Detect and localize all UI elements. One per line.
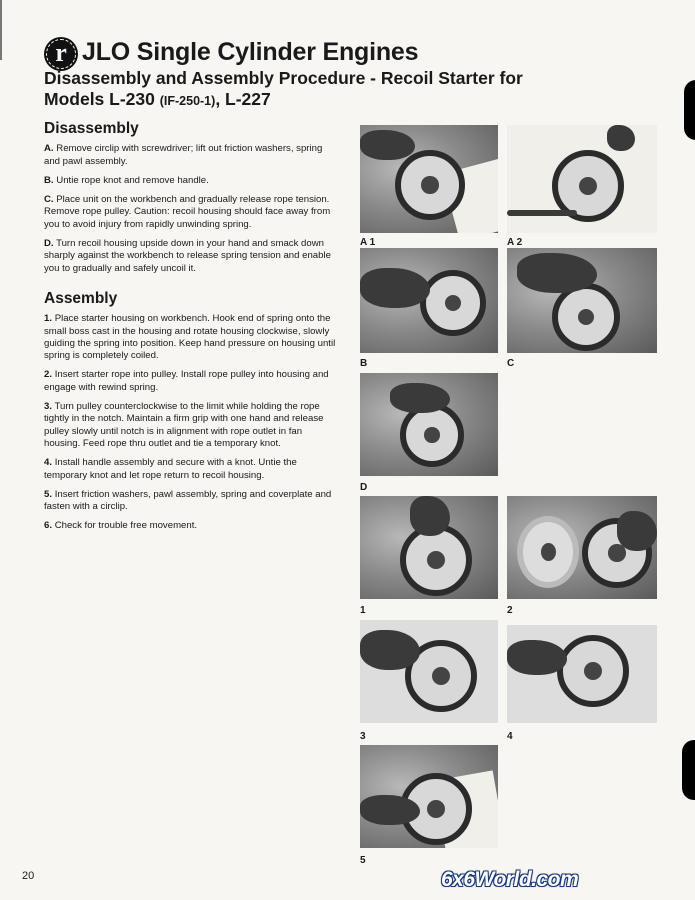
caption-d: D xyxy=(360,482,368,493)
caption-3: 3 xyxy=(360,731,366,742)
disassembly-step xyxy=(44,194,340,231)
photo-3 xyxy=(360,620,498,723)
disassembly-step xyxy=(44,143,340,168)
page-edge-mark xyxy=(0,0,2,60)
caption-4: 4 xyxy=(507,731,513,742)
step-text: Insert friction washers, pawl assembly, spring and coverplate and fasten with a circlip. xyxy=(44,488,332,513)
subtitle-models: Models L-230 xyxy=(44,89,160,109)
step-text: Check for trouble free movement. xyxy=(54,520,198,532)
caption-2: 2 xyxy=(507,605,513,616)
step-label: 6. xyxy=(44,520,53,532)
step-label: 5. xyxy=(44,488,53,500)
caption-a1: A 1 xyxy=(360,237,376,248)
subtitle-line-1: Disassembly and Assembly Procedure - Recoil Starter for xyxy=(44,68,523,88)
assembly-step xyxy=(44,369,340,394)
disassembly-step xyxy=(44,175,340,187)
caption-1: 1 xyxy=(360,605,366,616)
step-label: 2. xyxy=(44,369,53,381)
logo-ring xyxy=(46,39,76,69)
step-label: C. xyxy=(44,194,54,206)
caption-5: 5 xyxy=(360,855,366,866)
instructions-column xyxy=(44,120,340,540)
disassembly-heading: Disassembly xyxy=(44,120,139,137)
subtitle-model-code: (IF-250-1) xyxy=(159,94,216,108)
assembly-step xyxy=(44,313,340,362)
assembly-step xyxy=(44,489,340,514)
photo-b xyxy=(360,248,498,353)
photo-a2 xyxy=(507,125,657,233)
logo-letter: r xyxy=(55,37,67,67)
disassembly-step xyxy=(44,238,340,275)
photo-2 xyxy=(507,496,657,599)
page-number: 20 xyxy=(22,870,35,882)
subtitle-line-2 xyxy=(44,89,524,112)
photo-1 xyxy=(360,496,498,599)
step-text: Insert starter rope into pulley. Install rope pulley into housing and engage with rewind spring. xyxy=(44,369,329,393)
brand-logo-icon xyxy=(44,37,78,71)
step-label: B. xyxy=(44,174,54,186)
watermark-logo: 6x6World.com xyxy=(441,868,579,891)
step-text: Turn recoil housing upside down in your hand and smack down sharply against the workbench to release spring tension and enable you to gradually and safely uncoil it. xyxy=(44,238,331,274)
binding-mark-bottom xyxy=(682,740,695,800)
assembly-step xyxy=(44,457,340,482)
page-title: JLO Single Cylinder Engines xyxy=(82,38,419,66)
step-text: Install handle assembly and secure with a knot. Untie the temporary knot and let rope return to recoil housing. xyxy=(44,457,297,481)
caption-c: C xyxy=(507,358,515,369)
caption-a2: A 2 xyxy=(507,237,523,248)
step-text: Remove circlip with screwdriver; lift out friction washers, spring and pawl assembly. xyxy=(44,143,323,167)
step-text: Place starter housing on workbench. Hook end of spring onto the small boss cast in the housing and rotate housing clockwise, slowly guiding the spring into position. Keep hand pressure on housing until spring is completely coiled. xyxy=(44,313,336,362)
photo-d xyxy=(360,373,498,476)
step-label: D. xyxy=(44,238,54,250)
step-label: 1. xyxy=(44,313,53,325)
photo-5 xyxy=(360,745,498,848)
step-label: 4. xyxy=(44,457,53,469)
assembly-step xyxy=(44,520,340,532)
page-subtitle xyxy=(44,68,524,112)
photo-c xyxy=(507,248,657,353)
step-label: 3. xyxy=(44,401,53,413)
photo-4 xyxy=(507,625,657,723)
assembly-step xyxy=(44,401,340,450)
caption-b: B xyxy=(360,358,368,369)
step-label: A. xyxy=(44,143,54,155)
step-text: Place unit on the workbench and gradually release rope tension. Remove rope pulley. Caution: recoil housing should face away from you to avoid injury from rapidly unwinding spring. xyxy=(44,194,331,230)
binding-mark-top xyxy=(684,80,695,140)
subtitle-models-suffix: , L-227 xyxy=(215,89,271,109)
step-text: Turn pulley counterclockwise to the limit while holding the rope tightly in the notch. Maintain a firm grip with one hand and release pulley slowly until notch is in alignment with rope outlet in fan housing. Feed rope thru outlet and tie a temporary knot. xyxy=(44,401,324,449)
assembly-heading: Assembly xyxy=(44,289,118,307)
photo-a1 xyxy=(360,125,498,233)
step-text: Untie rope knot and remove handle. xyxy=(56,174,209,186)
